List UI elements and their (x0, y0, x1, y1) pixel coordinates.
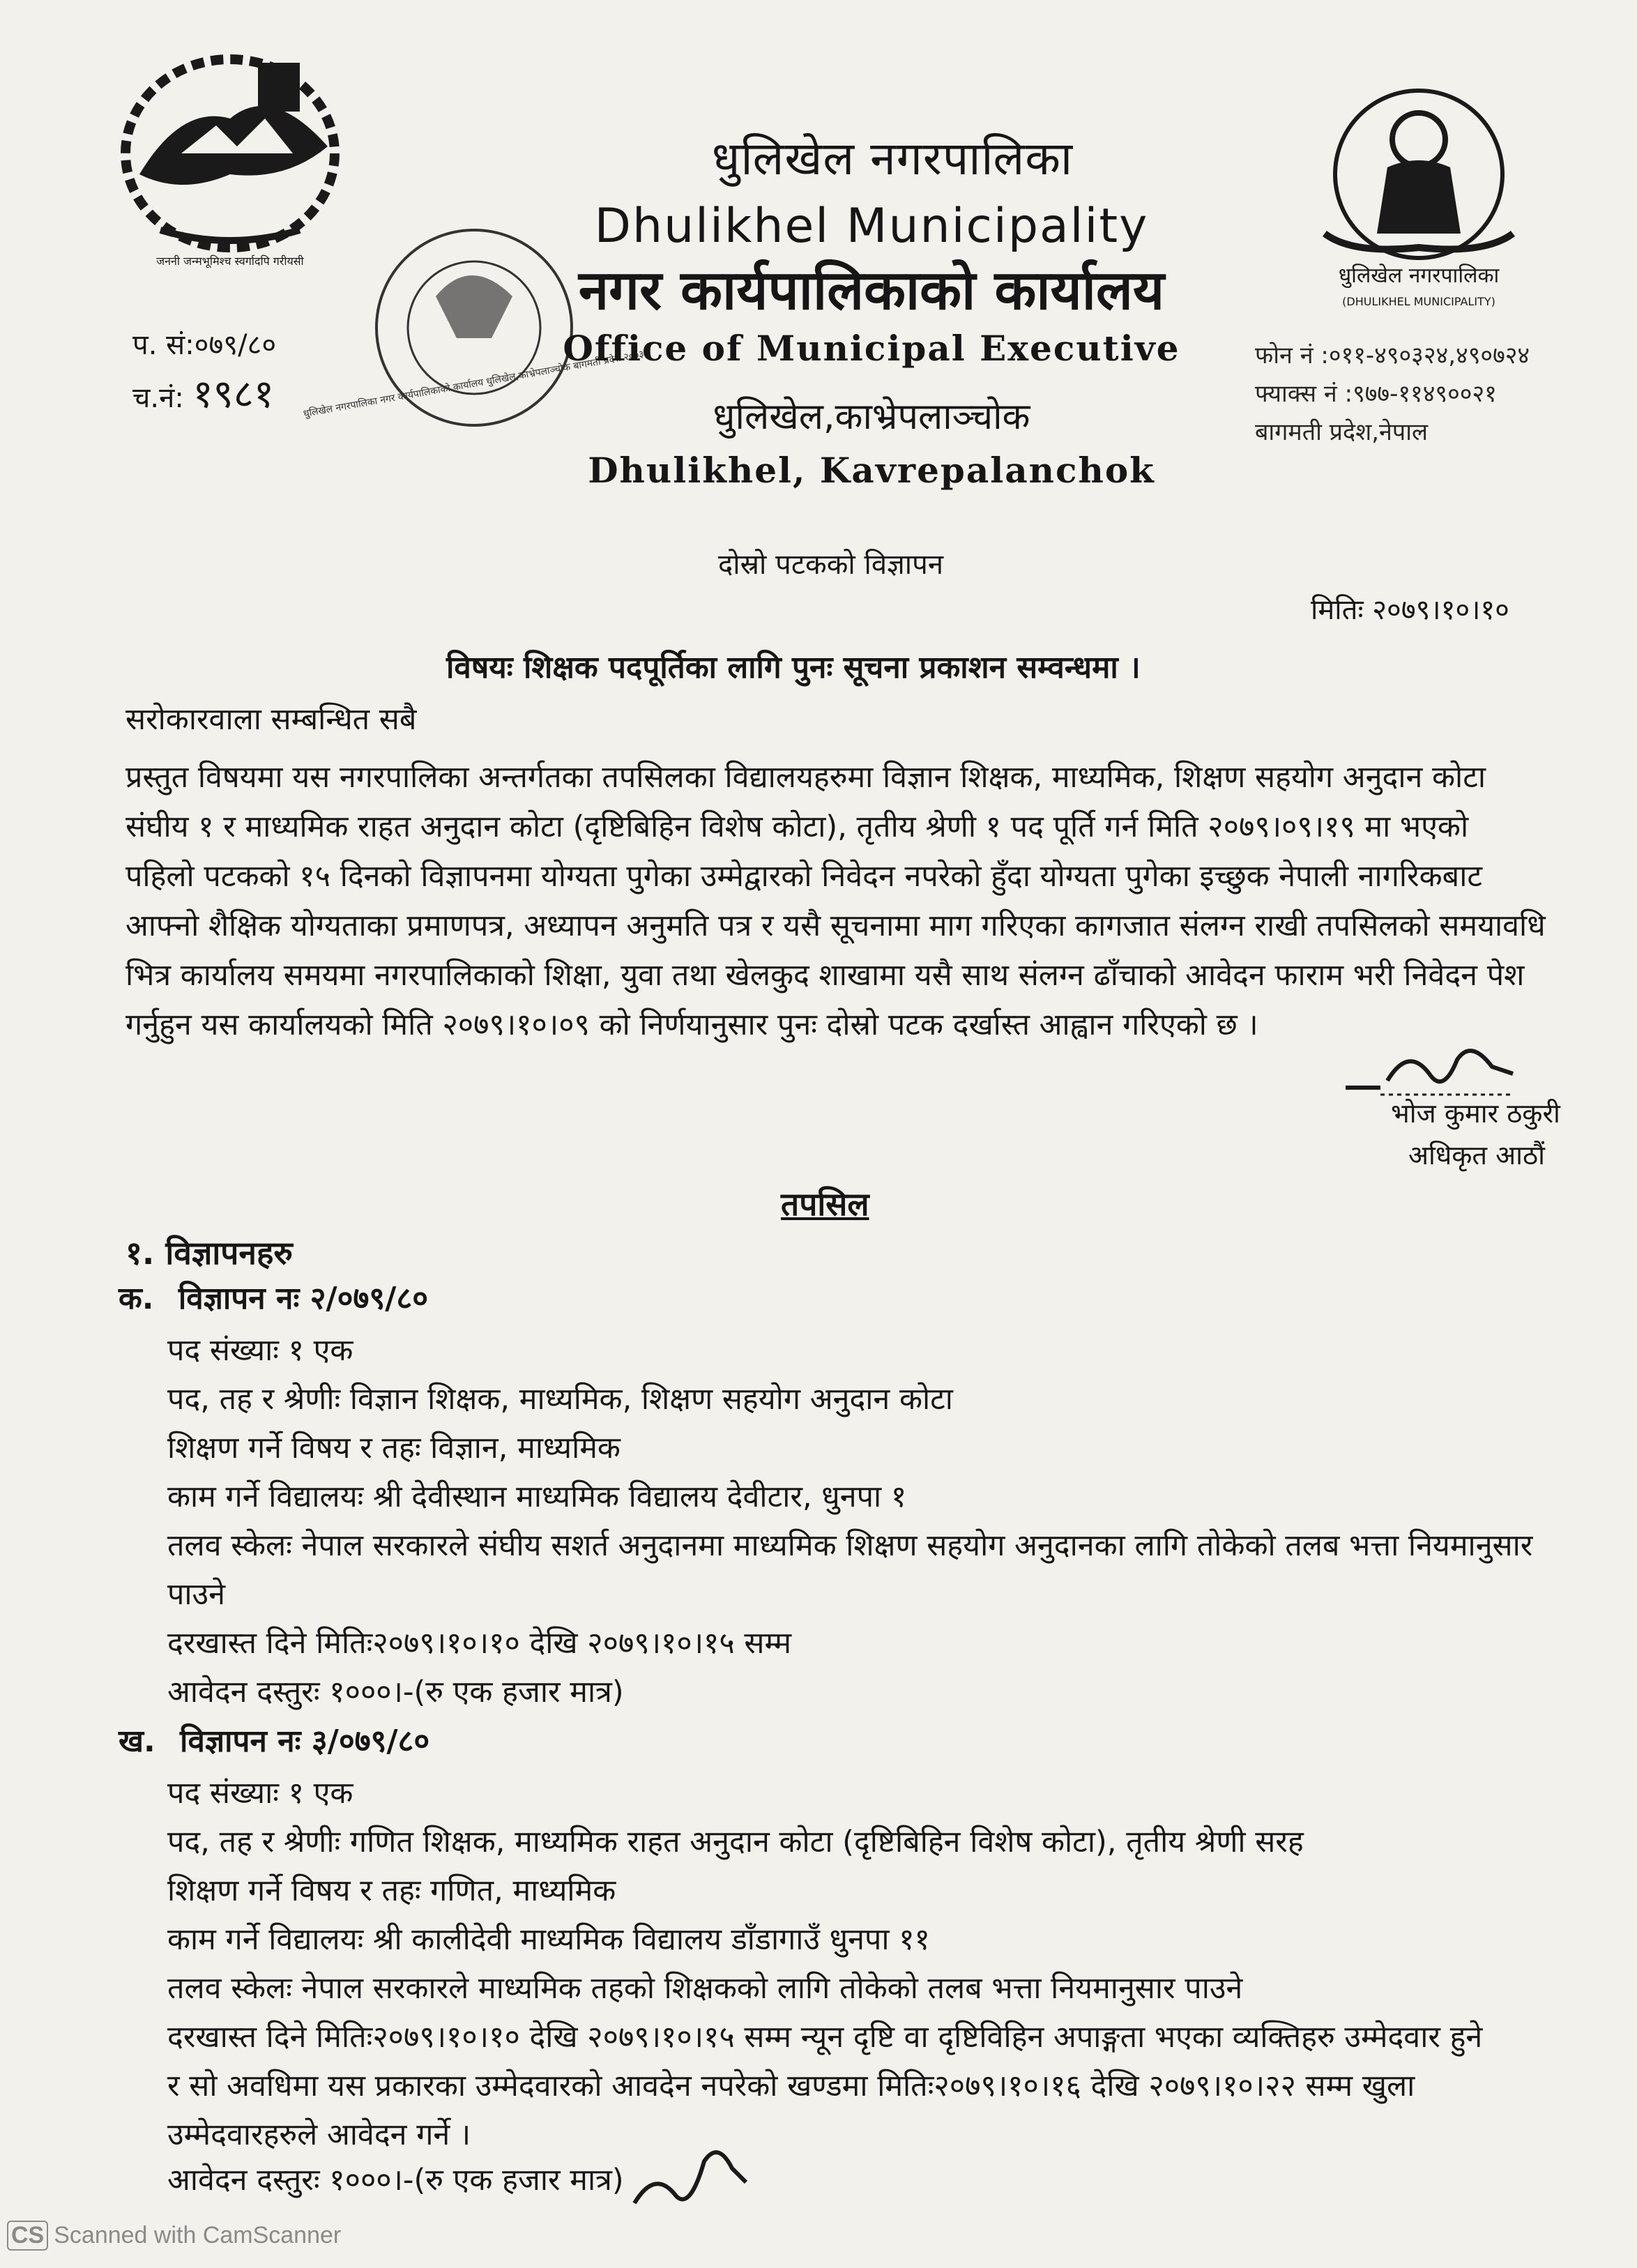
ad-line: उम्मेदवारहरुले आवेदन गर्ने । (167, 2117, 471, 2152)
dispatch-value: १९८१ (192, 372, 274, 417)
province: बागमती प्रदेश,नेपाल (1255, 418, 1429, 446)
ad-line: र सो अवधिमा यस प्रकारका उम्मेदवारको आवदेन नपरेको खण्डमा मितिः२०७९।१०।१६ देखि २०७९।१०।२२ सम्म खुला (167, 2069, 1415, 2103)
office-name-english: Office of Municipal Executive (563, 328, 1180, 369)
ad-line: दरखास्त दिने मितिः२०७९।१०।१० देखि २०७९।१०।१५ सम्म न्यून दृष्टि वा दृष्टिविहिन अपाङ्गता भएका व्यक्तिहरु उम्मेदवार हुने (167, 2020, 1483, 2055)
ad-line: तलव स्केलः नेपाल सरकारले माध्यमिक तहको शिक्षकको लागि तोकेको तलब भत्ता नियमानुसार पाउने (167, 1971, 1243, 2006)
body-line: प्रस्तुत विषयमा यस नगरपालिका अन्तर्गतका तपसिलका विद्यालयहरुमा विज्ञान शिक्षक, माध्यमिक, शिक्षण सहयोग अनुदान कोटा (125, 760, 1486, 795)
ad-line: काम गर्ने विद्यालयः श्री कालीदेवी माध्यमिक विद्यालय डाँडागाउँ धुनपा ११ (167, 1922, 930, 1957)
ad-number: विज्ञापन नः ३/०७९/८० (180, 1723, 430, 1759)
phone-number: फोन नं :०११-४९०३२४,४९०७२४ (1255, 342, 1530, 370)
ad-marker: ख. (119, 1723, 155, 1759)
dispatch-number (132, 366, 274, 419)
notice-date: मितिः २०७९।१०।१० (1311, 594, 1509, 626)
office-name-nepali: नगर कार्यपालिकाको कार्यालय (578, 259, 1165, 322)
section-title: १. विज्ञापनहरु (125, 1234, 293, 1272)
ad-line: पद, तह र श्रेणीः विज्ञान शिक्षक, माध्यमिक, शिक्षण सहयोग अनुदान कोटा (167, 1382, 953, 1417)
details-heading: तपसिल (781, 1185, 869, 1223)
svg-text:धुलिखेल नगरपालिका नगर कार्यपाल: धुलिखेल नगरपालिका नगर कार्यपालिकाको कार्यालय धुलिखेल,काभ्रेपलाञ्चोक बागमती प्रदेश २०७३ (302, 349, 645, 420)
ad-marker: क. (119, 1281, 154, 1316)
municipality-name-nepali: धुलिखेल नगरपालिका (711, 132, 1074, 185)
ad-line: तलव स्केलः नेपाल सरकारले संघीय सशर्त अनुदानमा माध्यमिक शिक्षण सहयोग अनुदानका लागि तोकेको तलब भत्ता नियमानुसार (167, 1528, 1533, 1563)
ad-line: पद, तह र श्रेणीः गणित शिक्षक, माध्यमिक राहत अनुदान कोटा (दृष्टिबिहिन विशेष कोटा), तृतीय श्रेणी सरह (167, 1825, 1304, 1859)
ad-number: विज्ञापन नः २/०७९/८० (178, 1281, 429, 1316)
body-line: भित्र कार्यालय समयमा नगरपालिकाको शिक्षा, युवा तथा खेलकुद शाखामा यसै साथ संलग्न ढाँचाको आवेदन फाराम भरी निवेदन पेश (125, 958, 1525, 993)
body-line: पहिलो पटकको १५ दिनको विज्ञापनमा योग्यता पुगेका उम्मेद्वारको निवेदन नपरेको हुँदा योग्यता पुगेका इच्छुक नेपाली नागरिकबाट (125, 859, 1483, 894)
location-nepali: धुलिखेल,काभ्रेपलाञ्चोक (713, 396, 1030, 438)
dispatch-label: च.नं: (132, 382, 184, 414)
svg-text:जननी जन्मभूमिश्च स्वर्गादपि गर: जननी जन्मभूमिश्च स्वर्गादपि गरीयसी (156, 254, 304, 268)
body-line: आफ्नो शैक्षिक योग्यताका प्रमाणपत्र, अध्यापन अनुमति पत्र र यसै सूचनामा माग गरिएका कागजात संलग्न राखी तपसिलको समयावधि (125, 908, 1546, 943)
body-line: संघीय १ र माध्यमिक राहत अनुदान कोटा (दृष्टिबिहिन विशेष कोटा), तृतीय श्रेणी १ पद पूर्ति गर्न मिति २०७९।०९।१९ मा भएको (125, 809, 1469, 844)
ad-line: आवेदन दस्तुरः १०००।-(रु एक हजार मात्र) (167, 1675, 624, 1710)
body-paragraph (125, 753, 1555, 1050)
ad-line: पद संख्याः १ एक (167, 1776, 353, 1811)
ad-header (119, 1276, 428, 1318)
ad-line: आवेदन दस्तुरः १०००।-(रु एक हजार मात्र) (167, 2163, 624, 2198)
svg-text:धुलिखेल नगरपालिका: धुलिखेल नगरपालिका (1338, 264, 1500, 288)
ad-line: पद संख्याः १ एक (167, 1333, 353, 1368)
salutation: सरोकारवाला सम्बन्धित सबै (125, 702, 417, 737)
body-line: गर्नुहुन यस कार्यालयको मिति २०७९।१०।०९ को निर्णयानुसार पुनः दोस्रो पटक दर्खास्त आह्वान गरिएको छ । (125, 1007, 1258, 1042)
signatory-name: भोज कुमार ठकुरी (1391, 1098, 1560, 1129)
fax-number: फ्याक्स नं :९७७-११४९००२१ (1255, 380, 1497, 408)
location-english: Dhulikhel, Kavrepalanchok (588, 450, 1155, 491)
initials-signature (627, 2140, 753, 2217)
nepal-emblem-logo (98, 42, 363, 272)
camscanner-icon: CS (7, 2221, 48, 2251)
ad-line: पाउने (167, 1577, 225, 1612)
ad-line: दरखास्त दिने मितिः२०७९।१०।१० देखि २०७९।१०।१५ सम्म (167, 1626, 792, 1661)
ad-line: शिक्षण गर्ने विषय र तहः गणित, माध्यमिक (167, 1873, 616, 1908)
dhulikhel-municipality-logo (1311, 84, 1527, 314)
scanner-text: Scanned with CamScanner (54, 2222, 342, 2248)
municipality-name-english: Dhulikhel Municipality (594, 199, 1149, 254)
scanner-watermark (7, 2221, 341, 2251)
reference-number: प. सं:०७९/८० (132, 329, 277, 361)
notice-heading: दोस्रो पटकको विज्ञापन (718, 549, 944, 581)
ad-header (119, 1719, 429, 1760)
svg-text:(DHULIKHEL MUNICIPALITY): (DHULIKHEL MUNICIPALITY) (1342, 295, 1495, 308)
signatory-title: अधिकृत आठौं (1408, 1140, 1545, 1171)
ad-line: शिक्षण गर्ने विषय र तहः विज्ञान, माध्यमिक (167, 1431, 620, 1466)
ad-line: काम गर्ने विद्यालयः श्री देवीस्थान माध्यमिक विद्यालय देवीटार, धुनपा १ (167, 1479, 907, 1514)
subject-line: विषयः शिक्षक पदपूर्तिका लागि पुनः सूचना प्रकाशन सम्वन्धमा । (446, 650, 1141, 685)
